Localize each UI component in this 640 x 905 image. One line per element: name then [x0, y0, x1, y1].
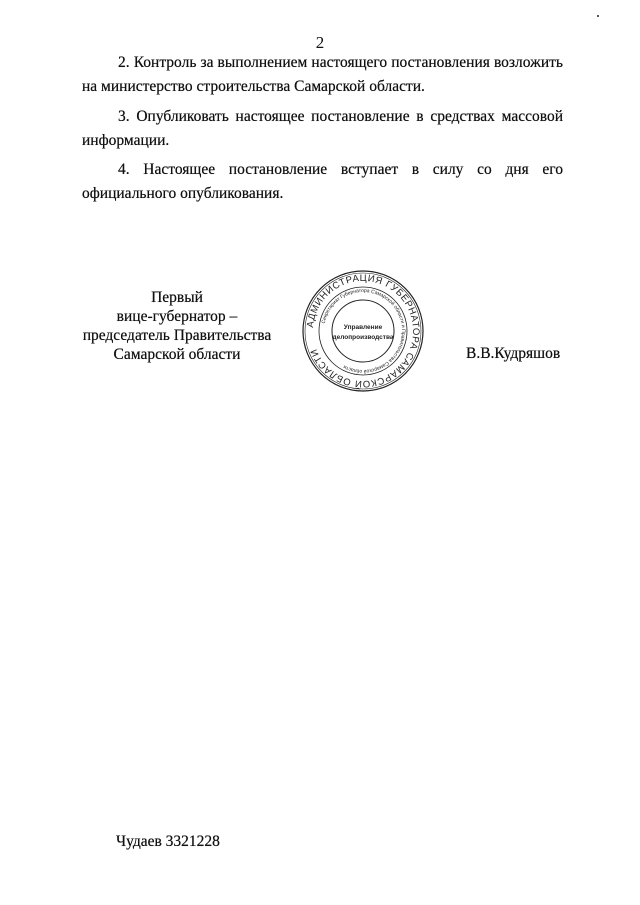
- position-line: Самарской области: [113, 346, 241, 363]
- paragraph-3: 3. Опубликовать настоящее постановление в средствах массовой информации.: [82, 108, 563, 149]
- official-stamp: [300, 268, 426, 394]
- position-line: вице-губернатор –: [116, 308, 238, 325]
- stamp-inner-text: Секретариат Губернатора Самарской области и Правительства Самарской области: [320, 287, 407, 375]
- position-line: председатель Правительства: [82, 327, 272, 344]
- paragraph-4: 4. Настоящее постановление вступает в силу со дня его официального опубликования.: [82, 161, 563, 202]
- stamp-center-line: Управление: [343, 324, 383, 331]
- position-line: Первый: [151, 289, 203, 306]
- scan-speck: [597, 15, 599, 17]
- executor-footer: Чудаев 3321228: [116, 833, 220, 850]
- stamp-center-line: делопроизводства: [332, 334, 394, 341]
- page-number: 2: [315, 33, 325, 52]
- stamp-outer-text: АДМИНИСТРАЦИЯ ГУБЕРНАТОРА САМАРСКОЙ ОБЛАСТИ: [305, 272, 422, 390]
- signatory-name: В.В.Кудряшов: [466, 345, 561, 362]
- paragraph-2: 2. Контроль за выполнением настоящего постановления возложить на министерство строительства Самарской области.: [82, 54, 563, 95]
- signatory-position: [72, 288, 282, 364]
